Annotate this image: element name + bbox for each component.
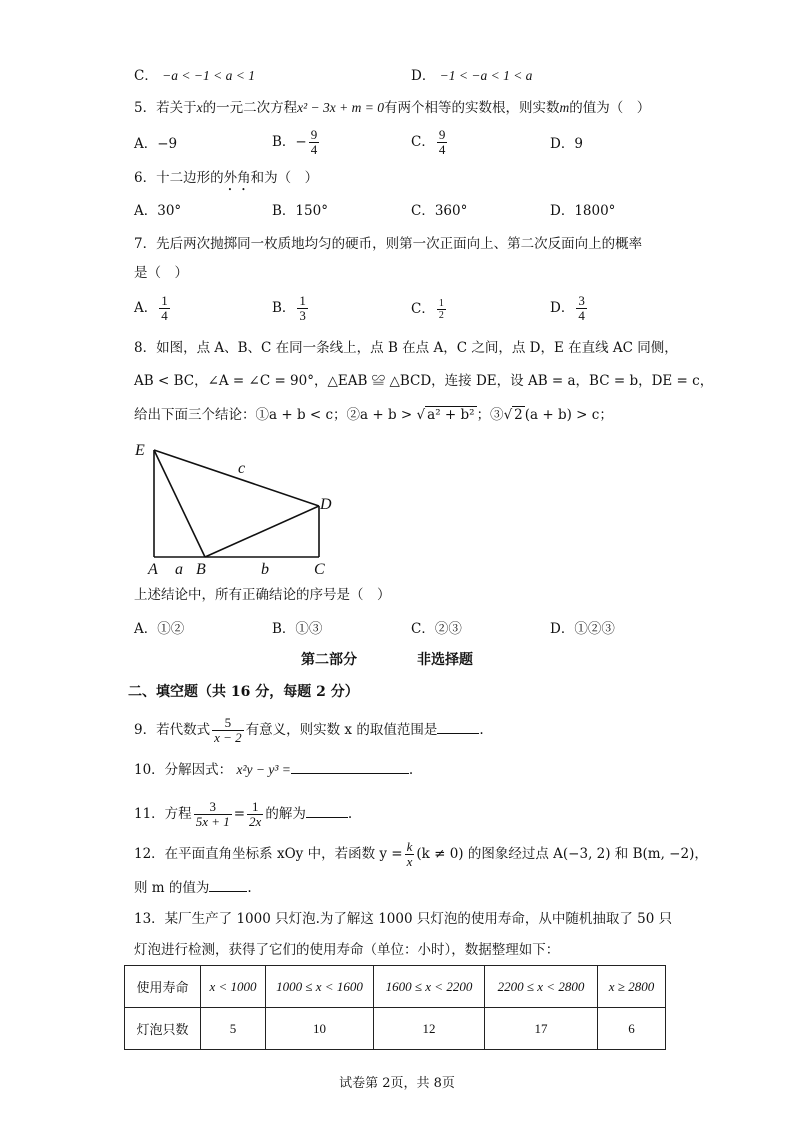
q11: 11．方程 $\frac{3}{5x + 1}$ = $\frac{1}{2x}$ 的解为 . xyxy=(134,799,353,829)
q13-line1: 13．某厂生产了 1000 只灯泡.为了解这 1000 只灯泡的使用寿命，从中随机抽取了 50 只 xyxy=(134,911,673,927)
table-cell: 17 xyxy=(485,1008,598,1050)
q7-option-c: C． $\frac{1}{2}$ xyxy=(411,298,444,321)
q12-line1: 12．在平面直角坐标系 xOy 中，若函数 y = $\frac{k}{x}$ (k ≠ 0) 的图象经过点 A(−3, 2) 和 B(m, −2)， xyxy=(134,839,708,869)
q4-option-d: D． −1 < −a < 1 < a xyxy=(411,68,533,84)
q12-blank xyxy=(209,877,247,892)
table-cell: 5 xyxy=(201,1008,266,1050)
table-cell: 6 xyxy=(598,1008,666,1050)
q8-stem-line2: AB < BC，∠A = ∠C = 90°，△EAB ≌ △BCD，连接 DE，设 AB = a，BC = b，DE = c， xyxy=(134,373,714,389)
label-c-len: c xyxy=(238,460,246,477)
q7-option-b: B． $\frac{1}{3}$ xyxy=(272,293,306,323)
q6-option-d: D．1800° xyxy=(550,203,616,219)
page-footer: 试卷第 2页，共 8页 xyxy=(339,1076,455,1091)
table-cell: 使用寿命 xyxy=(125,966,201,1008)
q6-option-c: C．360° xyxy=(411,203,468,219)
q5-option-a: A．−9 xyxy=(134,136,178,152)
q8-stem-line1: 8．如图，点 A、B、C 在同一条线上，点 B 在点 A，C 之间，点 D，E 在直线 AC 同侧， xyxy=(134,340,678,356)
q9: 9．若代数式 $\frac{5}{x - 2}$ 有意义，则实数 x 的取值范围是 . xyxy=(134,715,484,745)
q10-blank xyxy=(291,759,409,774)
q8-option-d: D．①②③ xyxy=(550,621,615,637)
q8-stem-line3: 给出下面三个结论：①a + b < c；②a + b > √ a² + b² ；③√ 2 (a + b) > c； xyxy=(134,407,613,423)
label-b-len: b xyxy=(261,561,269,578)
table-cell: x < 1000 xyxy=(201,966,266,1008)
q7-option-a: A． $\frac{1}{4}$ xyxy=(134,293,168,323)
table-cell: 灯泡只数 xyxy=(125,1008,201,1050)
q10: 10．分解因式： x²y − y³ = . xyxy=(134,759,413,780)
q9-blank xyxy=(437,719,479,734)
table-cell: 1600 ≤ x < 2200 xyxy=(374,966,485,1008)
table-cell: 10 xyxy=(266,1008,374,1050)
label-d: D xyxy=(320,496,332,513)
table-cell: x ≥ 2800 xyxy=(598,966,666,1008)
q8-figure xyxy=(130,438,360,578)
q7-stem-line2: 是（ ） xyxy=(134,265,188,281)
section2-title: 二、填空题（共 16 分，每题 2 分） xyxy=(128,684,359,700)
q8-option-c: C．②③ xyxy=(411,621,462,637)
table-cell: 1000 ≤ x < 1600 xyxy=(266,966,374,1008)
label-b: B xyxy=(196,561,206,578)
q8-question: 上述结论中，所有正确结论的序号是（ ） xyxy=(134,587,391,603)
q5-stem: 5．若关于x的一元二次方程x² − 3x + m = 0有两个相等的实数根，则实数m的值为（ ） xyxy=(134,100,651,116)
q6-option-b: B．150° xyxy=(272,203,328,219)
q12-line2: 则 m 的值为 . xyxy=(134,877,252,898)
segment-eb xyxy=(154,450,205,557)
label-a: A xyxy=(148,561,158,578)
table-cell: 12 xyxy=(374,1008,485,1050)
q11-blank xyxy=(306,803,348,818)
label-e: E xyxy=(135,442,145,459)
label-a-len: a xyxy=(175,561,183,578)
q6-option-a: A．30° xyxy=(134,203,182,219)
label-c: C xyxy=(314,561,325,578)
q7-option-d: D． $\frac{3}{4}$ xyxy=(550,293,585,323)
q13-table xyxy=(124,965,666,1050)
q13-line2: 灯泡进行检测，获得了它们的使用寿命（单位：小时），数据整理如下： xyxy=(134,942,560,958)
q5-option-c: C． $\frac{9}{4}$ xyxy=(411,127,446,157)
part2-title: 第二部分 非选择题 xyxy=(301,652,473,668)
segment-ed xyxy=(154,450,319,506)
q6-stem: 6．十二边形的外角和为（ ） xyxy=(134,170,319,186)
q7-stem-line1: 7．先后两次抛掷同一枚质地均匀的硬币，则第一次正面向上、第二次反面向上的概率 xyxy=(134,236,643,252)
table-row xyxy=(125,1008,666,1050)
segment-bd xyxy=(205,506,319,557)
table-row xyxy=(125,966,666,1008)
q4-option-c: C． −a < −1 < a < 1 xyxy=(134,68,255,84)
q5-option-d: D．9 xyxy=(550,136,583,152)
q8-option-a: A．①② xyxy=(134,621,185,637)
q8-option-b: B．①③ xyxy=(272,621,323,637)
q5-option-b: B．− $\frac{9}{4}$ xyxy=(272,127,318,157)
table-cell: 2200 ≤ x < 2800 xyxy=(485,966,598,1008)
